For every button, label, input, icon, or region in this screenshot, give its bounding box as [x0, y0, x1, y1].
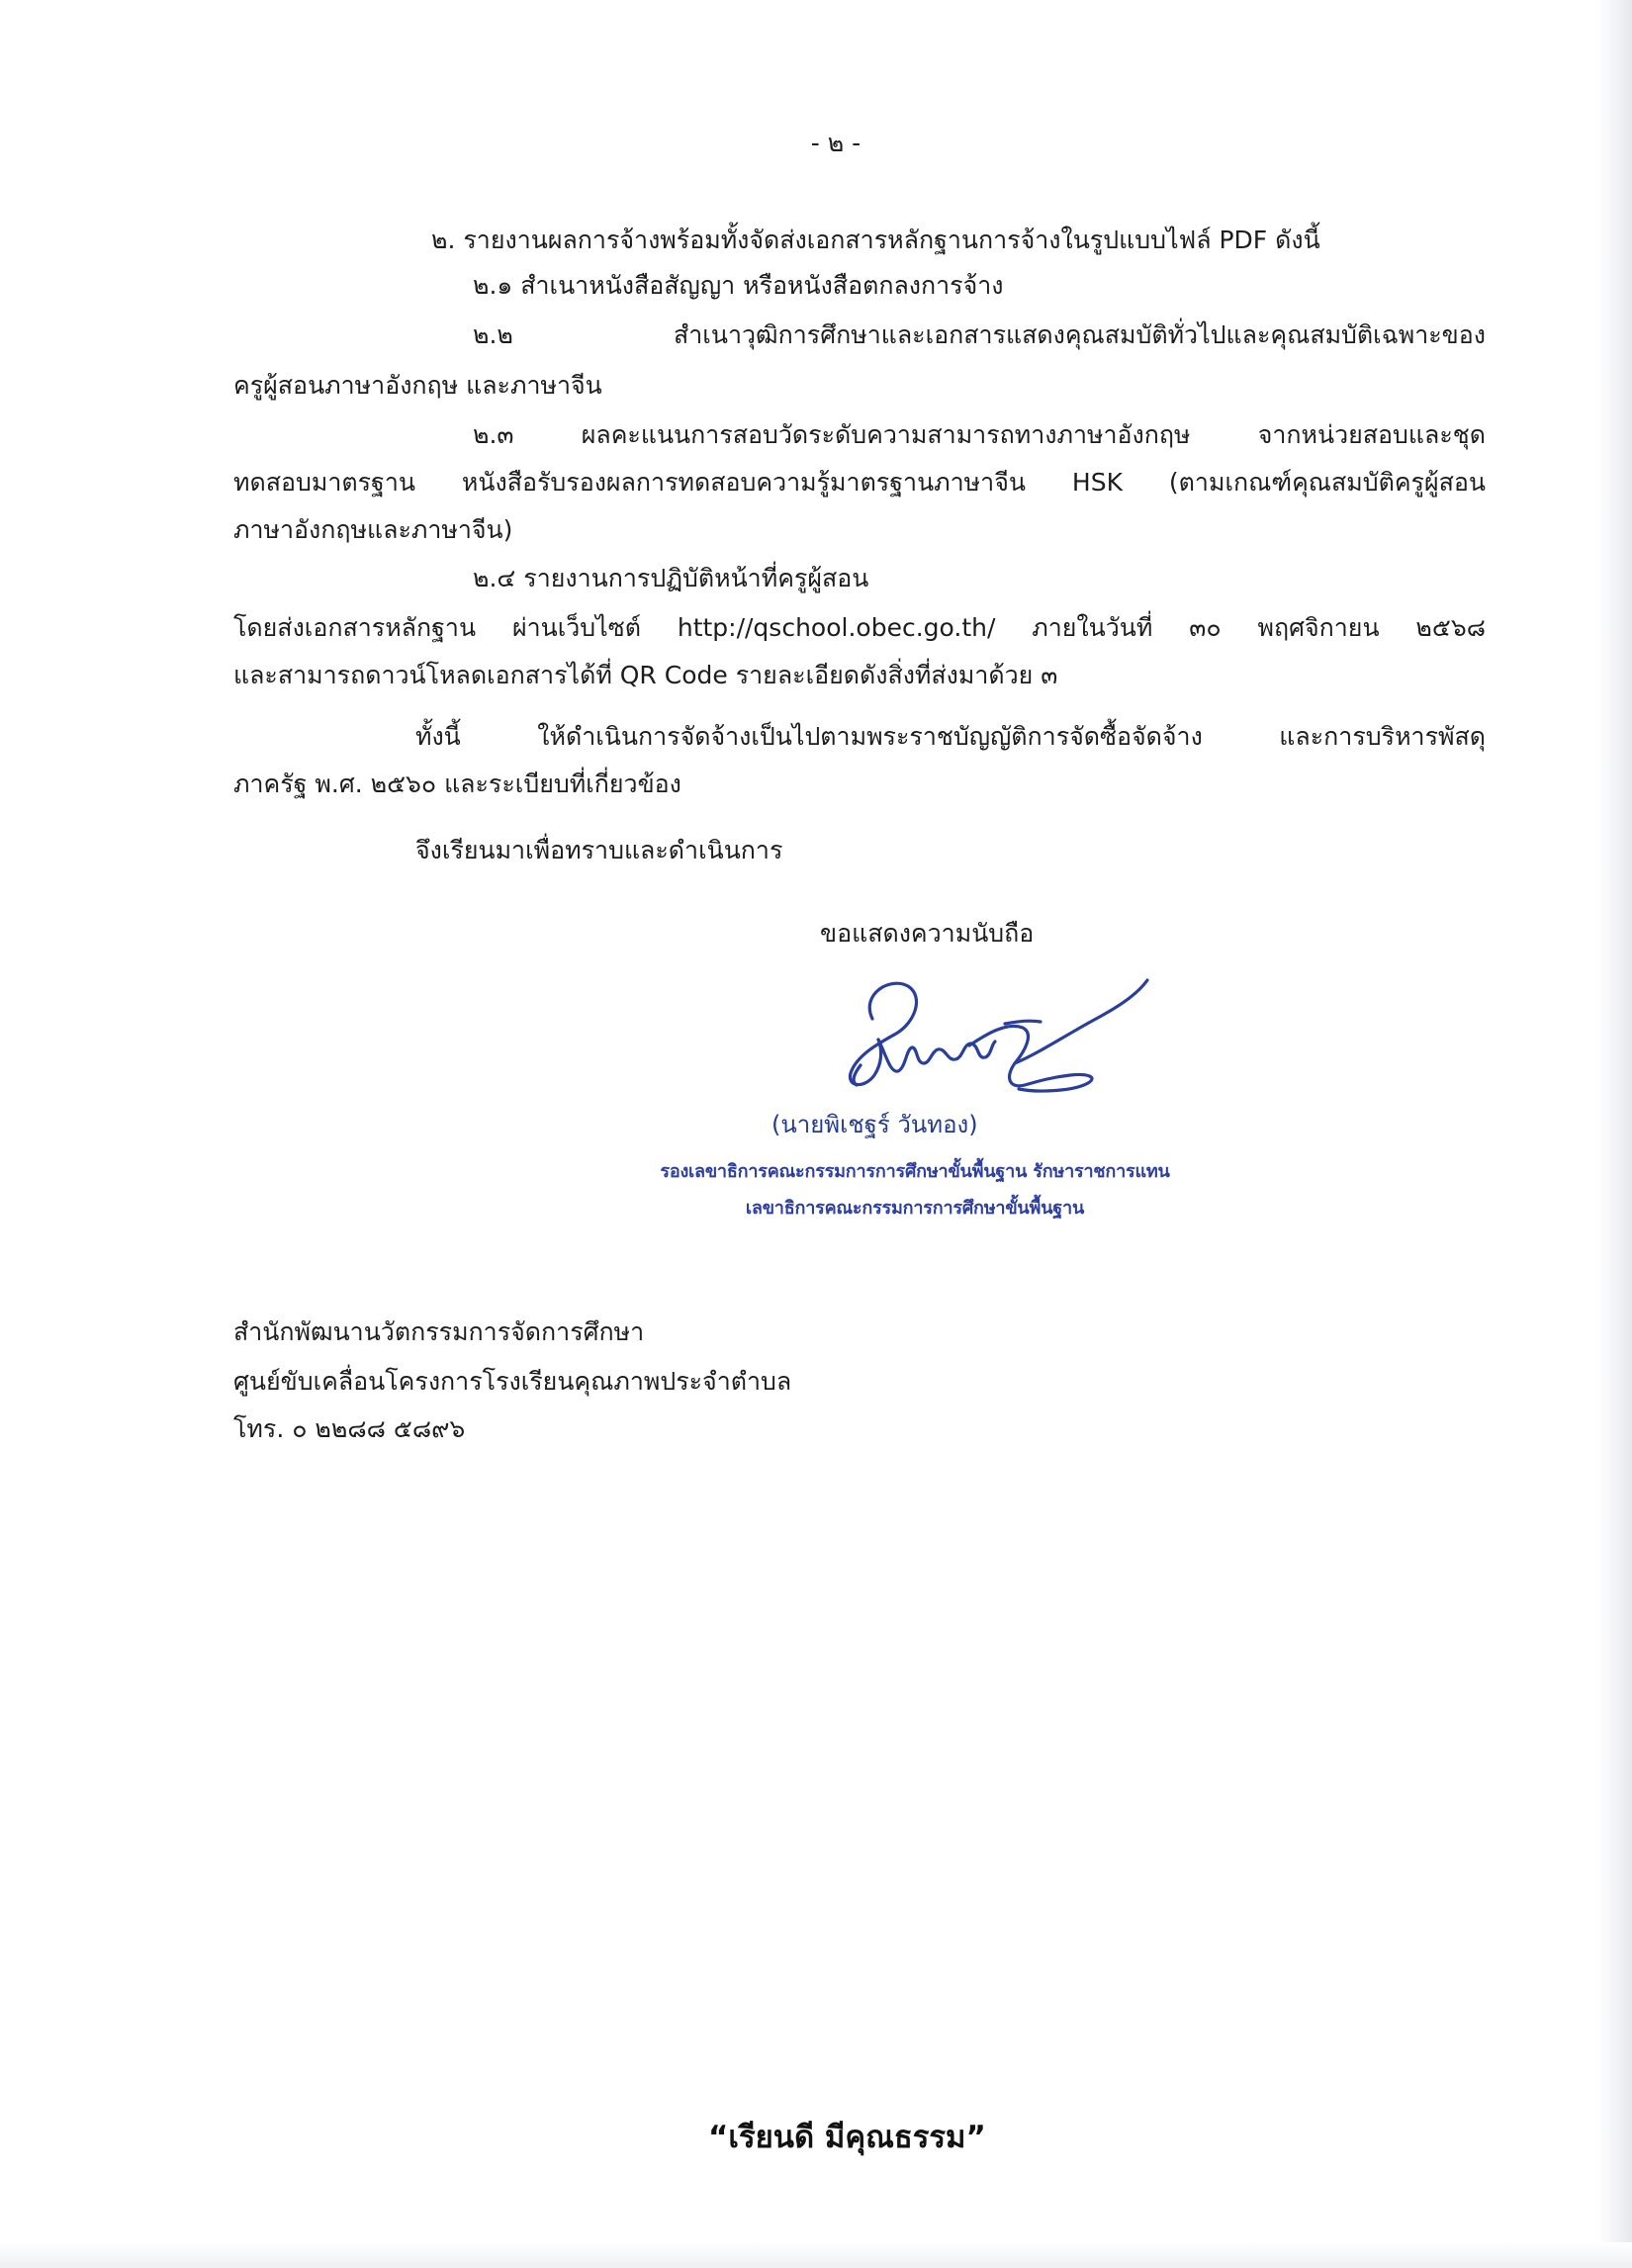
compliance-line1: ทั้งนี้ ให้ดำเนินการจัดจ้างเป็นไปตามพระราชบัญญัติการจัดซื้อจัดจ้าง และการบริหารพัสดุ [415, 722, 1486, 751]
scan-shadow-right [1596, 0, 1632, 2268]
sender-office: สำนักพัฒนานวัตกรรมการจัดการศึกษา [233, 1317, 645, 1346]
signatory-title-line1: รองเลขาธิการคณะกรรมการการศึกษาขั้นพื้นฐาน รักษาราชการแทน [660, 1161, 1170, 1182]
compliance-line2: ภาครัฐ พ.ศ. ๒๕๖๐ และระเบียบที่เกี่ยวข้อง [233, 770, 681, 798]
closing-request: จึงเรียนมาเพื่อทราบและดำเนินการ [415, 836, 783, 864]
scan-shadow-bottom [0, 2242, 1632, 2268]
submission-line2: และสามารถดาวน์โหลดเอกสารได้ที่ QR Code รายละเอียดดังสิ่งที่ส่งมาด้วย ๓ [233, 661, 1058, 689]
item-2-3-line2: ทดสอบมาตรฐาน หนังสือรับรองผลการทดสอบความรู้มาตรฐานภาษาจีน HSK (ตามเกณฑ์คุณสมบัติครูผู้สอน [233, 468, 1486, 497]
motto: “เรียนดี มีคุณธรรม” [708, 2120, 986, 2155]
item-2-2-line2: ครูผู้สอนภาษาอังกฤษ และภาษาจีน [233, 371, 602, 400]
item-2-2-line1: ๒.๒ สำเนาวุฒิการศึกษาและเอกสารแสดงคุณสมบัติทั่วไปและคุณสมบัติเฉพาะของ [473, 320, 1486, 349]
sender-phone: โทร. ๐ ๒๒๘๘ ๕๘๙๖ [233, 1414, 466, 1443]
handwritten-signature [821, 964, 1157, 1113]
page-number: - ๒ - [810, 129, 861, 157]
closing-salutation: ขอแสดงความนับถือ [820, 919, 1035, 948]
item-2-3-line3: ภาษาอังกฤษและภาษาจีน) [233, 515, 513, 544]
item-2-1: ๒.๑ สำเนาหนังสือสัญญา หรือหนังสือตกลงการจ้าง [473, 271, 1004, 300]
item-2-4: ๒.๔ รายงานการปฏิบัติหน้าที่ครูผู้สอน [473, 564, 869, 592]
sender-center: ศูนย์ขับเคลื่อนโครงการโรงเรียนคุณภาพประจำตำบล [233, 1367, 792, 1396]
item-2-heading: ๒. รายงานผลการจ้างพร้อมทั้งจัดส่งเอกสารหลักฐานการจ้างในรูปแบบไฟล์ PDF ดังนี้ [431, 226, 1320, 254]
signatory-name: (นายพิเชฐร์ วันทอง) [771, 1111, 978, 1138]
signatory-title-line2: เลขาธิการคณะกรรมการการศึกษาขั้นพื้นฐาน [745, 1198, 1085, 1219]
item-2-3-line1: ๒.๓ ผลคะแนนการสอบวัดระดับความสามารถทางภาษาอังกฤษ จากหน่วยสอบและชุด [473, 420, 1486, 449]
submission-line1: โดยส่งเอกสารหลักฐาน ผ่านเว็บไซต์ http://qschool.obec.go.th/ ภายในวันที่ ๓๐ พฤศจิกายน ๒๕๖๘ [233, 613, 1486, 642]
